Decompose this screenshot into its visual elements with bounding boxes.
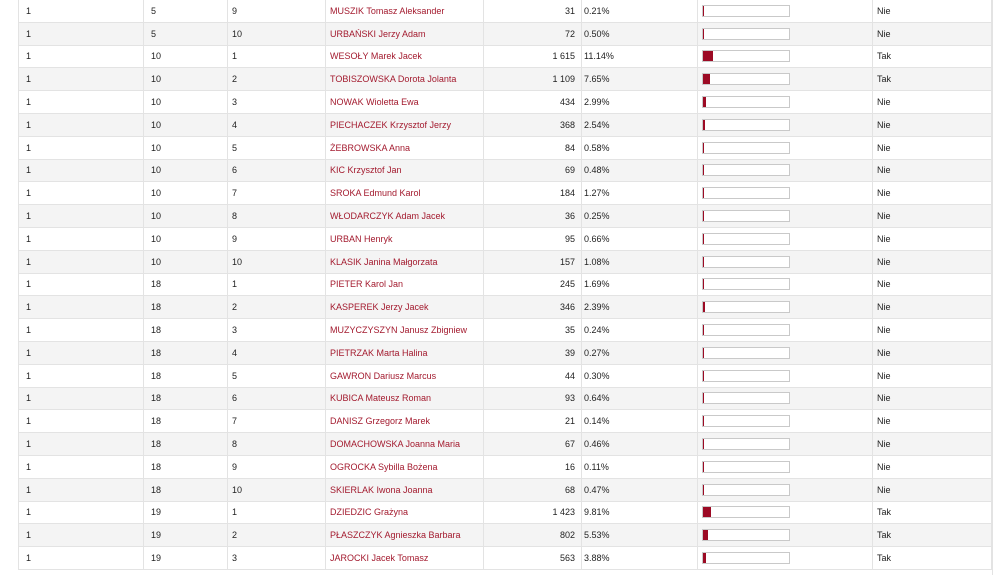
table-row [19,182,992,205]
list-number-cell: 10 [144,159,228,182]
votes-cell: 69 [484,159,582,182]
percent-cell: 2.39% [582,296,698,319]
table-row [19,136,992,159]
candidate-name-cell [326,501,484,524]
candidate-name-cell [326,227,484,250]
share-bar-fill [703,234,704,244]
share-bar-fill [703,74,710,84]
candidate-name-link[interactable]: MUZYCZYSZYN Janusz Zbigniew [330,325,468,336]
votes-cell: 67 [484,433,582,456]
share-bar-cell [698,501,873,524]
list-number-cell: 5 [144,22,228,45]
district-number-cell: 1 [19,296,144,319]
share-bar [702,347,790,359]
district-number-cell: 1 [19,68,144,91]
elected-status-cell: Nie [873,205,992,228]
district-number-cell: 1 [19,205,144,228]
district-number-cell: 1 [19,273,144,296]
votes-cell: 157 [484,250,582,273]
list-number-cell: 10 [144,45,228,68]
candidate-name-link[interactable]: TOBISZOWSKA Dorota Jolanta [330,74,457,85]
candidate-name-cell [326,22,484,45]
candidate-name-link[interactable]: PIETRZAK Marta Halina [330,347,428,358]
list-number-cell: 10 [144,136,228,159]
elected-status-cell: Nie [873,273,992,296]
share-bar-fill [703,120,705,130]
candidate-name-link[interactable]: KUBICA Mateusz Roman [330,393,432,404]
table-row [19,547,992,570]
candidate-name-cell [326,455,484,478]
candidate-name-cell [326,547,484,570]
percent-cell: 1.69% [582,273,698,296]
candidate-position-cell: 6 [228,387,326,410]
votes-cell: 346 [484,296,582,319]
share-bar-cell [698,113,873,136]
candidate-name-cell [326,182,484,205]
district-number-cell: 1 [19,113,144,136]
share-bar-cell [698,0,873,22]
share-bar [702,119,790,131]
candidate-position-cell: 10 [228,22,326,45]
list-number-cell: 18 [144,387,228,410]
share-bar [702,461,790,473]
votes-cell: 1 423 [484,501,582,524]
right-border-line [992,0,993,575]
candidate-name-cell [326,478,484,501]
table-row [19,501,992,524]
percent-cell: 0.47% [582,478,698,501]
table-row [19,410,992,433]
share-bar-cell [698,319,873,342]
candidate-position-cell: 2 [228,68,326,91]
candidate-name-cell [326,319,484,342]
elected-status-cell: Nie [873,22,992,45]
district-number-cell: 1 [19,478,144,501]
votes-cell: 84 [484,136,582,159]
share-bar [702,256,790,268]
share-bar-cell [698,433,873,456]
elected-status-cell: Tak [873,524,992,547]
list-number-cell: 10 [144,250,228,273]
list-number-cell: 18 [144,341,228,364]
percent-cell: 7.65% [582,68,698,91]
candidate-name-link[interactable]: PŁASZCZYK Agnieszka Barbara [330,530,461,541]
candidate-name-cell [326,296,484,319]
elected-status-cell: Tak [873,501,992,524]
elected-status-cell: Nie [873,319,992,342]
votes-cell: 72 [484,22,582,45]
percent-cell: 0.50% [582,22,698,45]
table-row [19,22,992,45]
percent-cell: 0.66% [582,227,698,250]
share-bar-fill [703,188,704,198]
list-number-cell: 10 [144,182,228,205]
candidate-name-link[interactable]: JAROCKI Jacek Tomasz [330,553,429,564]
elected-status-cell: Nie [873,227,992,250]
share-bar [702,278,790,290]
district-number-cell: 1 [19,547,144,570]
percent-cell: 11.14% [582,45,698,68]
elected-status-cell: Nie [873,0,992,22]
list-number-cell: 10 [144,227,228,250]
candidate-name-cell [326,0,484,22]
candidate-name-link[interactable]: DANISZ Grzegorz Marek [330,416,431,427]
share-bar [702,210,790,222]
candidate-name-link[interactable]: URBAŃSKI Jerzy Adam [330,28,426,39]
share-bar-cell [698,182,873,205]
percent-cell: 2.99% [582,91,698,114]
table-row [19,273,992,296]
district-number-cell: 1 [19,45,144,68]
elected-status-cell: Nie [873,387,992,410]
candidate-name-link[interactable]: SKIERLAK Iwona Joanna [330,484,433,495]
district-number-cell: 1 [19,387,144,410]
share-bar-fill [703,393,704,403]
list-number-cell: 10 [144,205,228,228]
list-number-cell: 19 [144,501,228,524]
share-bar-cell [698,45,873,68]
votes-cell: 563 [484,547,582,570]
share-bar [702,73,790,85]
table-row [19,68,992,91]
elected-status-cell: Nie [873,410,992,433]
candidate-position-cell: 5 [228,136,326,159]
share-bar [702,506,790,518]
candidate-name-cell [326,524,484,547]
votes-cell: 44 [484,364,582,387]
candidate-position-cell: 4 [228,341,326,364]
candidate-position-cell: 4 [228,113,326,136]
votes-cell: 434 [484,91,582,114]
elected-status-cell: Nie [873,364,992,387]
share-bar [702,187,790,199]
candidate-name-link[interactable]: PIETER Karol Jan [330,279,404,290]
candidate-position-cell: 3 [228,91,326,114]
elected-status-cell: Tak [873,45,992,68]
share-bar-cell [698,455,873,478]
percent-cell: 0.58% [582,136,698,159]
table-row [19,250,992,273]
elected-status-cell: Nie [873,433,992,456]
share-bar [702,392,790,404]
candidate-name-cell [326,433,484,456]
district-number-cell: 1 [19,410,144,433]
list-number-cell: 18 [144,364,228,387]
candidate-position-cell: 1 [228,501,326,524]
share-bar-cell [698,524,873,547]
district-number-cell: 1 [19,227,144,250]
share-bar-cell [698,68,873,91]
share-bar-cell [698,364,873,387]
table-row [19,341,992,364]
list-number-cell: 10 [144,113,228,136]
list-number-cell: 18 [144,296,228,319]
candidate-name-link[interactable]: PIECHACZEK Krzysztof Jerzy [330,119,452,130]
candidate-position-cell: 7 [228,182,326,205]
candidate-position-cell: 1 [228,273,326,296]
results-table-container [18,0,985,570]
candidate-name-cell [326,136,484,159]
table-row [19,113,992,136]
candidate-position-cell: 10 [228,250,326,273]
share-bar [702,529,790,541]
elected-status-cell: Nie [873,478,992,501]
candidate-position-cell: 9 [228,455,326,478]
votes-cell: 184 [484,182,582,205]
elected-status-cell: Nie [873,91,992,114]
candidate-position-cell: 8 [228,205,326,228]
share-bar [702,324,790,336]
candidate-name-cell [326,273,484,296]
candidate-position-cell: 9 [228,0,326,22]
percent-cell: 0.46% [582,433,698,456]
candidate-name-cell [326,387,484,410]
percent-cell: 3.88% [582,547,698,570]
candidate-name-link[interactable]: OGROCKA Sybilla Bożena [330,461,438,472]
percent-cell: 0.48% [582,159,698,182]
share-bar-cell [698,250,873,273]
table-row [19,455,992,478]
share-bar [702,301,790,313]
votes-cell: 16 [484,455,582,478]
district-number-cell: 1 [19,136,144,159]
share-bar [702,415,790,427]
candidate-name-link[interactable]: NOWAK Wioletta Ewa [330,97,419,108]
votes-cell: 93 [484,387,582,410]
candidate-name-link[interactable]: GAWRON Dariusz Marcus [330,370,437,381]
list-number-cell: 10 [144,91,228,114]
share-bar [702,164,790,176]
votes-cell: 21 [484,410,582,433]
share-bar-cell [698,410,873,433]
district-number-cell: 1 [19,0,144,22]
district-number-cell: 1 [19,341,144,364]
percent-cell: 0.11% [582,455,698,478]
table-row [19,159,992,182]
candidate-name-cell [326,410,484,433]
percent-cell: 0.64% [582,387,698,410]
share-bar [702,28,790,40]
percent-cell: 0.21% [582,0,698,22]
candidate-position-cell: 10 [228,478,326,501]
share-bar-cell [698,296,873,319]
table-row [19,524,992,547]
table-row [19,387,992,410]
percent-cell: 0.30% [582,364,698,387]
share-bar-fill [703,507,711,517]
share-bar-fill [703,302,705,312]
share-bar-fill [703,97,706,107]
elected-status-cell: Nie [873,250,992,273]
district-number-cell: 1 [19,364,144,387]
list-number-cell: 10 [144,68,228,91]
elected-status-cell: Nie [873,296,992,319]
percent-cell: 0.24% [582,319,698,342]
candidate-name-link[interactable]: WESOŁY Marek Jacek [330,51,422,62]
candidate-name-cell [326,205,484,228]
list-number-cell: 5 [144,0,228,22]
share-bar-cell [698,205,873,228]
table-row [19,296,992,319]
list-number-cell: 18 [144,455,228,478]
candidate-position-cell: 2 [228,296,326,319]
share-bar [702,96,790,108]
results-table-body [19,0,992,569]
district-number-cell: 1 [19,91,144,114]
share-bar [702,370,790,382]
percent-cell: 0.27% [582,341,698,364]
share-bar-cell [698,22,873,45]
votes-cell: 368 [484,113,582,136]
share-bar-cell [698,387,873,410]
district-number-cell: 1 [19,250,144,273]
table-row [19,0,992,22]
percent-cell: 5.53% [582,524,698,547]
candidate-name-link[interactable]: MUSZIK Tomasz Aleksander [330,5,445,16]
share-bar-cell [698,547,873,570]
elected-status-cell: Nie [873,182,992,205]
list-number-cell: 18 [144,273,228,296]
table-row [19,227,992,250]
candidate-name-cell [326,68,484,91]
candidate-position-cell: 8 [228,433,326,456]
table-row [19,478,992,501]
votes-cell: 1 109 [484,68,582,91]
candidate-name-link[interactable]: DZIEDZIC Grażyna [330,507,409,518]
table-row [19,45,992,68]
candidate-name-cell [326,159,484,182]
district-number-cell: 1 [19,159,144,182]
share-bar [702,142,790,154]
candidate-name-cell [326,250,484,273]
candidate-name-link[interactable]: WŁODARCZYK Adam Jacek [330,211,446,222]
table-row [19,205,992,228]
list-number-cell: 18 [144,478,228,501]
votes-cell: 31 [484,0,582,22]
candidate-position-cell: 1 [228,45,326,68]
list-number-cell: 18 [144,410,228,433]
candidate-results-table [18,0,992,570]
share-bar-cell [698,341,873,364]
table-row [19,433,992,456]
candidate-position-cell: 9 [228,227,326,250]
list-number-cell: 18 [144,433,228,456]
list-number-cell: 19 [144,547,228,570]
votes-cell: 245 [484,273,582,296]
elected-status-cell: Nie [873,136,992,159]
share-bar-cell [698,478,873,501]
share-bar-fill [703,530,708,540]
share-bar [702,552,790,564]
votes-cell: 95 [484,227,582,250]
district-number-cell: 1 [19,524,144,547]
share-bar-fill [703,553,706,563]
list-number-cell: 19 [144,524,228,547]
votes-cell: 802 [484,524,582,547]
candidate-position-cell: 3 [228,319,326,342]
candidate-position-cell: 3 [228,547,326,570]
elected-status-cell: Nie [873,341,992,364]
candidate-name-link[interactable]: KLASIK Janina Małgorzata [330,256,438,267]
percent-cell: 2.54% [582,113,698,136]
percent-cell: 1.08% [582,250,698,273]
share-bar-cell [698,159,873,182]
share-bar [702,438,790,450]
candidate-position-cell: 5 [228,364,326,387]
elected-status-cell: Tak [873,68,992,91]
share-bar [702,50,790,62]
candidate-name-cell [326,45,484,68]
votes-cell: 68 [484,478,582,501]
percent-cell: 0.25% [582,205,698,228]
candidate-name-cell [326,341,484,364]
votes-cell: 1 615 [484,45,582,68]
candidate-name-link[interactable]: SROKA Edmund Karol [330,188,421,199]
district-number-cell: 1 [19,22,144,45]
share-bar-cell [698,91,873,114]
candidate-name-link[interactable]: DOMACHOWSKA Joanna Maria [330,439,461,450]
candidate-name-link[interactable]: KASPEREK Jerzy Jacek [330,302,429,313]
votes-cell: 35 [484,319,582,342]
elected-status-cell: Tak [873,547,992,570]
elected-status-cell: Nie [873,113,992,136]
percent-cell: 1.27% [582,182,698,205]
share-bar-cell [698,227,873,250]
share-bar [702,233,790,245]
percent-cell: 9.81% [582,501,698,524]
district-number-cell: 1 [19,433,144,456]
candidate-position-cell: 6 [228,159,326,182]
votes-cell: 39 [484,341,582,364]
share-bar-fill [703,257,704,267]
district-number-cell: 1 [19,455,144,478]
share-bar-fill [703,51,713,61]
candidate-name-link[interactable]: ŻEBROWSKA Anna [330,142,411,153]
candidate-name-cell [326,91,484,114]
votes-cell: 36 [484,205,582,228]
candidate-name-cell [326,364,484,387]
table-row [19,319,992,342]
candidate-position-cell: 2 [228,524,326,547]
percent-cell: 0.14% [582,410,698,433]
share-bar-fill [703,279,704,289]
candidate-name-link[interactable]: KIC Krzysztof Jan [330,165,402,176]
district-number-cell: 1 [19,501,144,524]
candidate-name-cell [326,113,484,136]
share-bar [702,484,790,496]
candidate-name-link[interactable]: URBAN Henryk [330,233,393,244]
elected-status-cell: Nie [873,455,992,478]
share-bar [702,5,790,17]
share-bar-cell [698,273,873,296]
table-row [19,364,992,387]
candidate-position-cell: 7 [228,410,326,433]
list-number-cell: 18 [144,319,228,342]
share-bar-cell [698,136,873,159]
district-number-cell: 1 [19,182,144,205]
district-number-cell: 1 [19,319,144,342]
elected-status-cell: Nie [873,159,992,182]
table-row [19,91,992,114]
